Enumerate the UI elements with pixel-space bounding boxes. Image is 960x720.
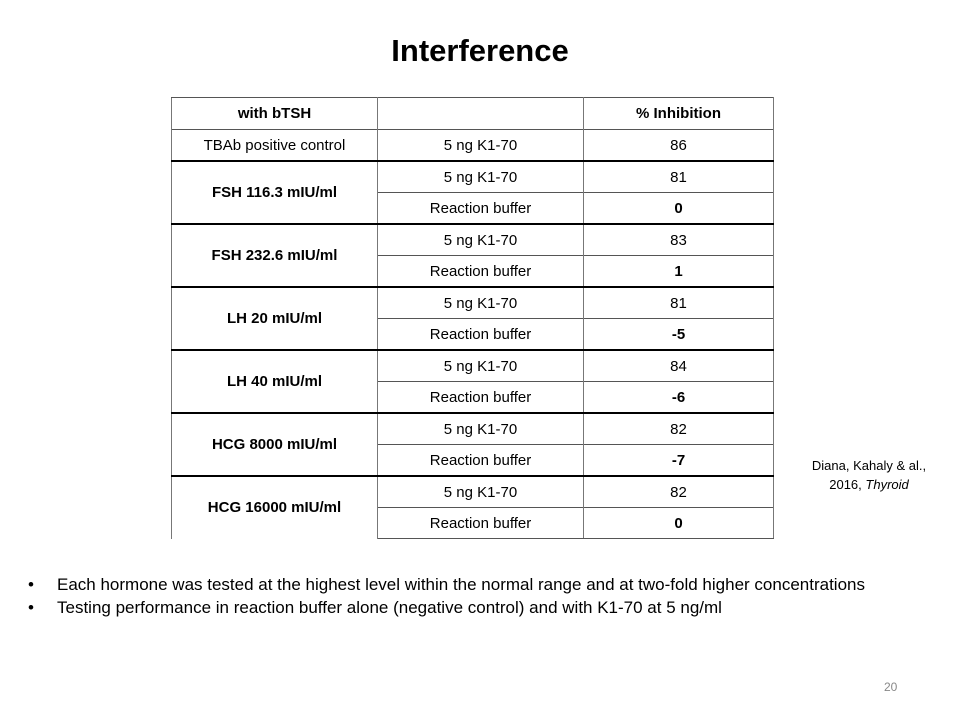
bullet-item [28,574,940,595]
value-cell: 82 [584,413,774,445]
bullet-text: Each hormone was tested at the highest level within the normal range and at two-fold higher concentrations [57,575,865,594]
header-cell [378,98,584,130]
condition-cell: 5 ng K1-70 [378,161,584,193]
value-cell: 81 [584,161,774,193]
interference-table [171,97,774,539]
header-cell: with bTSH [172,98,378,130]
value-cell: -6 [584,382,774,414]
table-row [172,413,774,445]
group-label: FSH 116.3 mIU/ml [172,161,378,224]
condition-cell: Reaction buffer [378,193,584,225]
table-header-row [172,98,774,130]
value-cell: 83 [584,224,774,256]
value-cell: 82 [584,476,774,508]
page-number: 20 [884,680,898,694]
header-cell: % Inhibition [584,98,774,130]
group-label: HCG 8000 mIU/ml [172,413,378,476]
bullet-text: Testing performance in reaction buffer alone (negative control) and with K1-70 at 5 ng/ml [57,598,722,617]
table-row [172,224,774,256]
value-cell: 81 [584,287,774,319]
value-cell: 0 [584,508,774,539]
value-cell: 86 [584,130,774,162]
bullet-dot-icon: • [28,575,34,594]
table-row [172,130,774,162]
table-row [172,350,774,382]
group-label: HCG 16000 mIU/ml [172,476,378,539]
control-label: TBAb positive control [172,130,378,162]
condition-cell: Reaction buffer [378,256,584,288]
value-cell: -7 [584,445,774,477]
condition-cell: Reaction buffer [378,445,584,477]
value-cell: 84 [584,350,774,382]
group-label: LH 40 mIU/ml [172,350,378,413]
citation [784,456,954,494]
table-row [172,287,774,319]
table-row [172,476,774,508]
value-cell: 1 [584,256,774,288]
condition-cell: 5 ng K1-70 [378,476,584,508]
bullet-list [28,574,940,620]
citation-journal: Thyroid [865,477,909,492]
group-label: LH 20 mIU/ml [172,287,378,350]
slide-title: Interference [391,33,569,68]
citation-source [784,475,954,494]
condition-cell: Reaction buffer [378,319,584,351]
condition-cell: 5 ng K1-70 [378,224,584,256]
bullet-dot-icon: • [28,598,34,617]
bullet-item [28,597,940,618]
condition-cell: Reaction buffer [378,508,584,539]
value-cell: -5 [584,319,774,351]
citation-authors: Diana, Kahaly & al., [811,458,927,473]
table-row [172,161,774,193]
condition-cell: 5 ng K1-70 [378,350,584,382]
group-label: FSH 232.6 mIU/ml [172,224,378,287]
value-cell: 0 [584,193,774,225]
condition-cell: 5 ng K1-70 [378,287,584,319]
citation-year: 2016, [829,477,862,492]
condition-cell: 5 ng K1-70 [378,130,584,162]
condition-cell: 5 ng K1-70 [378,413,584,445]
condition-cell: Reaction buffer [378,382,584,414]
